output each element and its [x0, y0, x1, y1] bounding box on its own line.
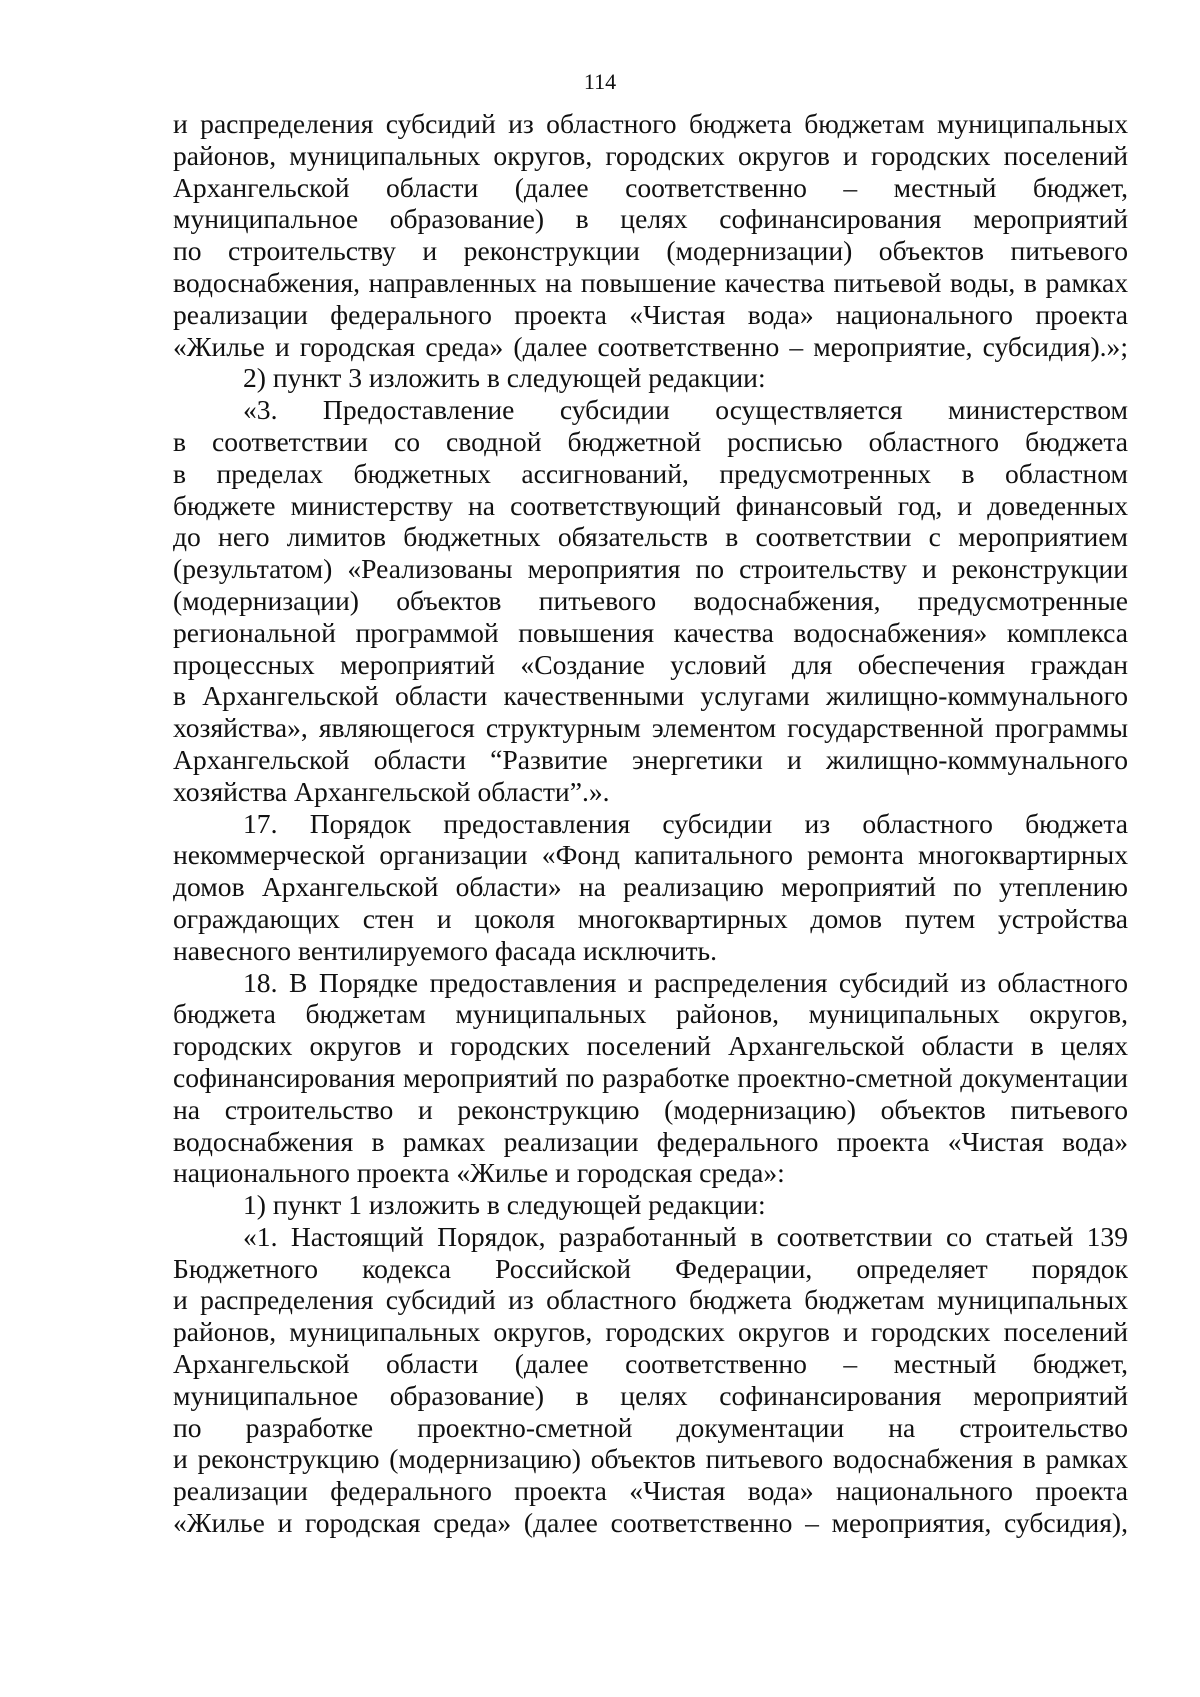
- text-line: районов, муниципальных округов, городских округов и городских поселений: [173, 1316, 1128, 1348]
- text-line: (модернизации) объектов питьевого водоснабжения, предусмотренные: [173, 584, 1128, 616]
- text-line: Архангельской области (далее соответственно – местный бюджет,: [173, 1348, 1128, 1380]
- text-line: в Архангельской области качественными услугами жилищно-коммунального: [173, 680, 1128, 712]
- text-line: реализации федерального проекта «Чистая вода» национального проекта: [173, 1475, 1128, 1507]
- text-line: и распределения субсидий из областного бюджета бюджетам муниципальных: [173, 108, 1128, 139]
- text-line: Архангельской области “Развитие энергетики и жилищно-коммунального: [173, 743, 1128, 775]
- text-line: по разработке проектно-сметной документации на строительство: [173, 1411, 1128, 1443]
- text-line: «Жилье и городская среда» (далее соответственно – мероприятия, субсидия),: [173, 1507, 1128, 1539]
- text-line: хозяйства», являющегося структурным элементом государственной программы: [173, 712, 1128, 744]
- text-line: и реконструкцию (модернизацию) объектов питьевого водоснабжения в рамках: [173, 1443, 1128, 1475]
- text-line: Архангельской области (далее соответственно – местный бюджет,: [173, 171, 1128, 203]
- text-line: водоснабжения, направленных на повышение качества питьевой воды, в рамках: [173, 266, 1128, 298]
- text-line: на строительство и реконструкцию (модернизацию) объектов питьевого: [173, 1093, 1128, 1125]
- text-line: в пределах бюджетных ассигнований, предусмотренных в областном: [173, 457, 1128, 489]
- text-line: Бюджетного кодекса Российской Федерации, определяет порядок: [173, 1252, 1128, 1284]
- text-line: по строительству и реконструкции (модернизации) объектов питьевого: [173, 235, 1128, 267]
- text-line: 1) пункт 1 изложить в следующей редакции:: [243, 1189, 766, 1221]
- text-line: (результатом) «Реализованы мероприятия по строительству и реконструкции: [173, 553, 1128, 585]
- text-line: региональной программой повышения качества водоснабжения» комплекса: [173, 616, 1128, 648]
- text-line: «1. Настоящий Порядок, разработанный в соответствии со статьей 139: [243, 1220, 1128, 1252]
- text-line: 18. В Порядке предоставления и распределения субсидий из областного: [243, 966, 1128, 998]
- text-line: водоснабжения в рамках реализации федерального проекта «Чистая вода»: [173, 1125, 1128, 1157]
- document-body: [173, 108, 1128, 1539]
- text-line: национального проекта «Жилье и городская среда»:: [173, 1157, 785, 1189]
- text-line: реализации федерального проекта «Чистая вода» национального проекта: [173, 298, 1128, 330]
- text-line: домов Архангельской области» на реализацию мероприятий по утеплению: [173, 871, 1128, 903]
- text-line: процессных мероприятий «Создание условий для обеспечения граждан: [173, 648, 1128, 680]
- text-line: бюджета бюджетам муниципальных районов, муниципальных округов,: [173, 998, 1128, 1030]
- text-line: 2) пункт 3 изложить в следующей редакции:: [243, 362, 766, 394]
- text-line: муниципальное образование) в целях софинансирования мероприятий: [173, 203, 1128, 235]
- page-number: 114: [583, 69, 617, 94]
- text-line: ограждающих стен и цоколя многоквартирных домов путем устройства: [173, 902, 1128, 934]
- text-line: хозяйства Архангельской области”.».: [173, 775, 610, 807]
- text-line: некоммерческой организации «Фонд капитального ремонта многоквартирных: [173, 839, 1128, 871]
- text-line: софинансирования мероприятий по разработке проектно-сметной документации: [173, 1061, 1128, 1093]
- text-line: муниципальное образование) в целях софинансирования мероприятий: [173, 1379, 1128, 1411]
- text-line: 17. Порядок предоставления субсидии из областного бюджета: [243, 807, 1128, 839]
- text-line: районов, муниципальных округов, городских округов и городских поселений: [173, 139, 1128, 171]
- text-line: и распределения субсидий из областного бюджета бюджетам муниципальных: [173, 1284, 1128, 1316]
- text-line: бюджете министерству на соответствующий финансовый год, и доведенных: [173, 489, 1128, 521]
- text-line: навесного вентилируемого фасада исключить.: [173, 934, 717, 966]
- text-line: до него лимитов бюджетных обязательств в соответствии с мероприятием: [173, 521, 1128, 553]
- text-line: в соответствии со сводной бюджетной росписью областного бюджета: [173, 425, 1128, 457]
- text-line: «Жилье и городская среда» (далее соответственно – мероприятие, субсидия).»;: [173, 330, 1128, 362]
- text-line: городских округов и городских поселений Архангельской области в целях: [173, 1030, 1128, 1062]
- text-line: «3. Предоставление субсидии осуществляется министерством: [243, 394, 1128, 426]
